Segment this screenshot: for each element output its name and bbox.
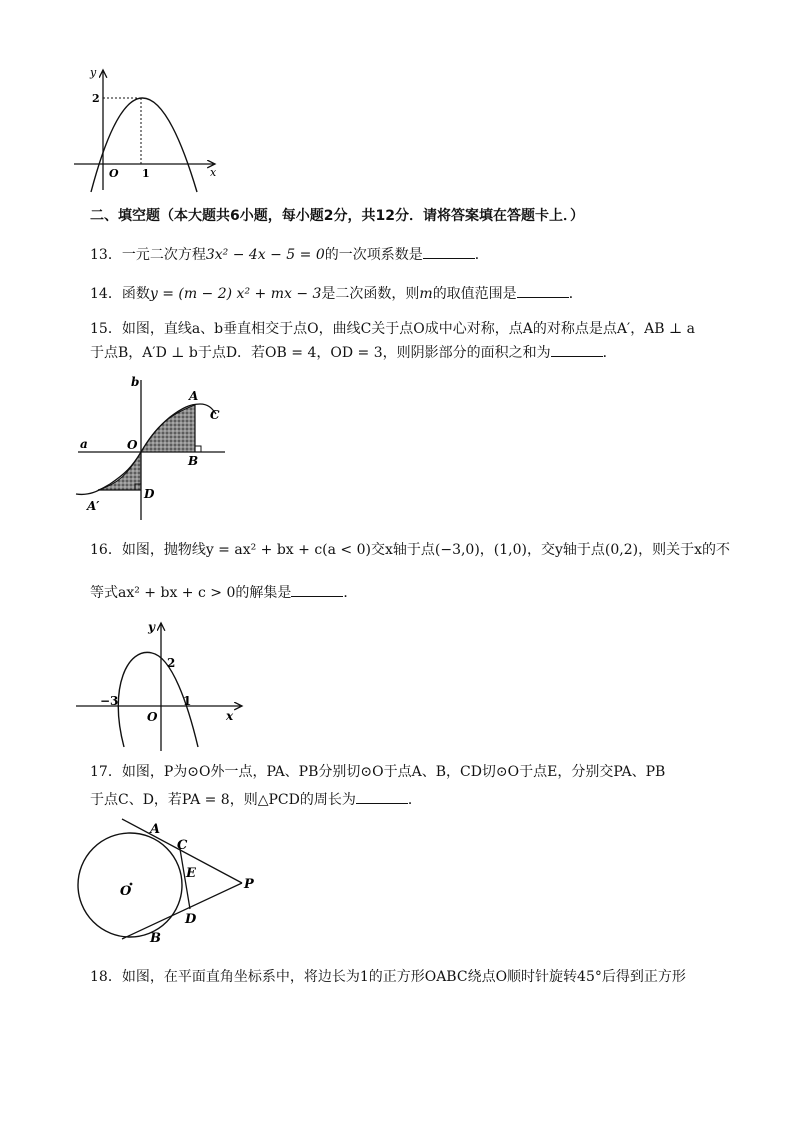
q13-equation: 3x² − 4x − 5 = 0: [205, 247, 325, 263]
label-c: C: [177, 838, 188, 853]
label-a-prime: A′: [87, 499, 100, 513]
q14-number: 14．: [90, 286, 122, 302]
q13-end: ．: [474, 247, 489, 263]
y-axis-label: y: [90, 66, 97, 79]
label-a: A: [150, 822, 161, 837]
q17-line2-text: 于点C、D，若PA = 8，则△PCD的周长为: [90, 792, 356, 808]
q17-figure: [70, 815, 270, 950]
q16-answer-blank[interactable]: [291, 584, 343, 597]
q15-line2-text: 于点B，A′D ⊥ b于点D．若OB = 4，OD = 3，则阴影部分的面积之和为: [90, 345, 551, 361]
tick-1: 1: [183, 694, 192, 708]
q13-number: 13．: [90, 247, 122, 263]
q13-text-b: 的一次项系数是: [324, 247, 423, 263]
question-18-line-1: 18．如图，在平面直角坐标系中，将边长为1的正方形OABC绕点O顺时针旋转45°后得到正方形: [90, 969, 686, 985]
question-15-line-1: 15．如图，直线a、b垂直相交于点O，曲线C关于点O成中心对称，点A的对称点是点A′，AB ⊥ a: [90, 321, 695, 337]
question-16-line-2: [90, 584, 357, 602]
label-c: C: [210, 408, 220, 422]
label-b-line: b: [131, 375, 140, 389]
q16-figure: [70, 615, 255, 755]
origin-label: O: [109, 167, 119, 180]
question-15-line-2: [90, 344, 617, 362]
q13-text-a: 一元二次方程: [121, 247, 206, 263]
label-a-point: A: [189, 389, 199, 403]
label-p: P: [244, 877, 254, 892]
label-o: O: [120, 884, 132, 899]
q16-line2-text: 等式ax² + bx + c > 0的解集是: [90, 585, 292, 601]
label-d: D: [185, 912, 197, 927]
q13-answer-blank[interactable]: [423, 246, 475, 259]
question-14: [90, 285, 583, 303]
label-d: D: [144, 487, 155, 501]
x-axis-label: x: [210, 166, 217, 179]
q14-text-a: 函数: [121, 286, 150, 302]
label-b: B: [150, 931, 161, 946]
q14-text-c: 的取值范围是: [432, 286, 517, 302]
q17-answer-blank[interactable]: [356, 791, 408, 804]
label-b-point: B: [188, 454, 199, 468]
y-tick-2: 2: [92, 92, 100, 105]
question-16-line-1: 16．如图，抛物线y = ax² + bx + c(a < 0)交x轴于点(−3,0)，(1,0)，交y轴于点(0,2)，则关于x的不: [90, 542, 730, 558]
q15-figure: [70, 372, 240, 524]
x-tick-1: 1: [142, 167, 150, 180]
q15-end: ．: [602, 345, 617, 361]
x-axis-label: x: [226, 709, 234, 723]
q14-equation: y = (m − 2) x² + mx − 3: [149, 286, 322, 302]
q17-end: ．: [407, 792, 422, 808]
q15-answer-blank[interactable]: [551, 344, 603, 357]
label-a-line: a: [80, 437, 88, 451]
question-17-line-2: [90, 791, 422, 809]
q14-text-b: 是二次函数，则: [321, 286, 420, 302]
q14-end: ．: [568, 286, 583, 302]
top-parabola-figure: [70, 60, 220, 200]
tick-2: 2: [167, 656, 176, 670]
q16-end: ．: [343, 585, 358, 601]
y-axis-label: y: [148, 620, 155, 634]
q14-var-m: m: [419, 286, 433, 302]
label-o: O: [127, 438, 138, 452]
right-angle-b: [195, 446, 201, 452]
label-e: E: [186, 866, 196, 881]
shaded-region-upper: [141, 405, 195, 452]
tick-neg3: −3: [100, 694, 119, 708]
section-title: 二、填空题（本大题共6小题，每小题2分，共12分．请将答案填在答题卡上．）: [90, 208, 584, 224]
question-13: [90, 246, 489, 264]
q14-answer-blank[interactable]: [517, 285, 569, 298]
question-17-line-1: 17．如图，P为⊙O外一点，PA、PB分别切⊙O于点A、B，CD切⊙O于点E，分别交PA、PB: [90, 764, 666, 780]
origin-label: O: [147, 710, 158, 724]
